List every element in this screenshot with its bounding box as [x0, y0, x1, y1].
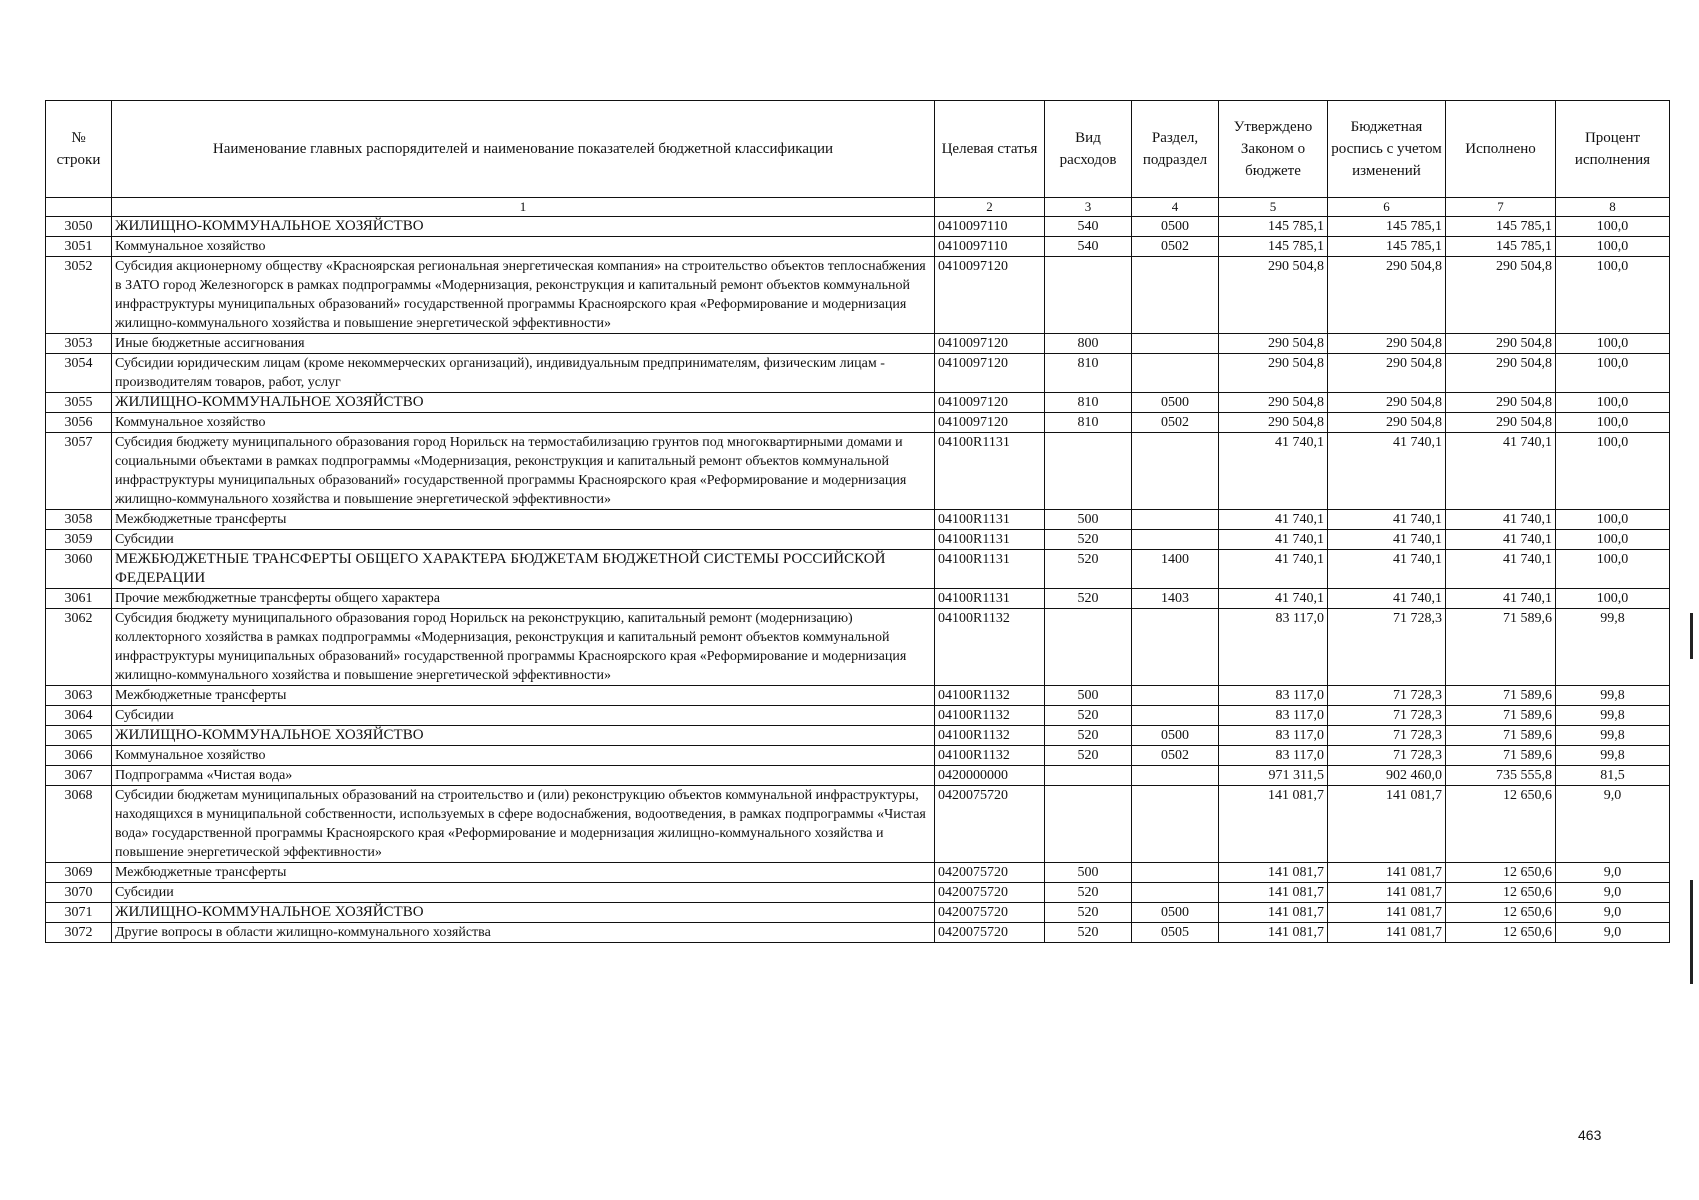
row-executed: 12 650,6 — [1446, 863, 1556, 883]
row-executed: 12 650,6 — [1446, 923, 1556, 943]
row-expense-type — [1045, 433, 1132, 510]
col-number: 3 — [1045, 198, 1132, 217]
row-name: Субсидии — [112, 883, 935, 903]
row-percent: 9,0 — [1556, 786, 1670, 863]
row-approved: 41 740,1 — [1219, 589, 1328, 609]
row-section — [1132, 510, 1219, 530]
row-number: 3069 — [46, 863, 112, 883]
row-target-article: 0420075720 — [935, 883, 1045, 903]
row-budget-plan: 71 728,3 — [1328, 746, 1446, 766]
row-number: 3053 — [46, 334, 112, 354]
row-budget-plan: 290 504,8 — [1328, 413, 1446, 433]
table-row — [46, 766, 1670, 786]
row-percent: 100,0 — [1556, 510, 1670, 530]
col-header-target-article: Целевая статья — [935, 101, 1045, 198]
col-number: 6 — [1328, 198, 1446, 217]
row-section — [1132, 433, 1219, 510]
row-number: 3072 — [46, 923, 112, 943]
row-approved: 41 740,1 — [1219, 433, 1328, 510]
row-executed: 12 650,6 — [1446, 903, 1556, 923]
row-number: 3068 — [46, 786, 112, 863]
row-executed: 71 589,6 — [1446, 609, 1556, 686]
row-expense-type: 520 — [1045, 550, 1132, 589]
col-number: 2 — [935, 198, 1045, 217]
row-target-article: 04100R1132 — [935, 686, 1045, 706]
row-approved: 290 504,8 — [1219, 334, 1328, 354]
row-approved: 83 117,0 — [1219, 746, 1328, 766]
row-percent: 99,8 — [1556, 686, 1670, 706]
row-budget-plan: 141 081,7 — [1328, 883, 1446, 903]
row-executed: 71 589,6 — [1446, 746, 1556, 766]
row-number: 3052 — [46, 257, 112, 334]
row-approved: 41 740,1 — [1219, 510, 1328, 530]
row-name: ЖИЛИЩНО-КОММУНАЛЬНОЕ ХОЗЯЙСТВО — [112, 726, 935, 746]
row-target-article: 04100R1132 — [935, 609, 1045, 686]
row-budget-plan: 290 504,8 — [1328, 257, 1446, 334]
row-approved: 41 740,1 — [1219, 550, 1328, 589]
row-approved: 41 740,1 — [1219, 530, 1328, 550]
row-target-article: 04100R1131 — [935, 433, 1045, 510]
row-approved: 83 117,0 — [1219, 609, 1328, 686]
row-budget-plan: 145 785,1 — [1328, 237, 1446, 257]
row-number: 3066 — [46, 746, 112, 766]
row-target-article: 04100R1132 — [935, 706, 1045, 726]
row-name: Субсидии юридическим лицам (кроме некоммерческих организаций), индивидуальным предпринимателям, физическим лицам - производителям товаров, работ, услуг — [112, 354, 935, 393]
row-number: 3051 — [46, 237, 112, 257]
table-row — [46, 413, 1670, 433]
row-budget-plan: 41 740,1 — [1328, 433, 1446, 510]
row-budget-plan: 41 740,1 — [1328, 589, 1446, 609]
row-percent: 100,0 — [1556, 257, 1670, 334]
row-number: 3055 — [46, 393, 112, 413]
row-target-article: 04100R1132 — [935, 746, 1045, 766]
row-target-article: 0420075720 — [935, 903, 1045, 923]
row-expense-type: 540 — [1045, 237, 1132, 257]
row-approved: 141 081,7 — [1219, 863, 1328, 883]
row-expense-type — [1045, 766, 1132, 786]
row-expense-type: 520 — [1045, 883, 1132, 903]
row-name: Субсидии — [112, 530, 935, 550]
row-name: ЖИЛИЩНО-КОММУНАЛЬНОЕ ХОЗЯЙСТВО — [112, 393, 935, 413]
row-executed: 290 504,8 — [1446, 413, 1556, 433]
budget-execution-table — [45, 100, 1670, 943]
row-executed: 71 589,6 — [1446, 686, 1556, 706]
row-budget-plan: 141 081,7 — [1328, 786, 1446, 863]
row-expense-type: 520 — [1045, 530, 1132, 550]
row-percent: 100,0 — [1556, 413, 1670, 433]
row-section — [1132, 354, 1219, 393]
row-approved: 141 081,7 — [1219, 903, 1328, 923]
row-budget-plan: 71 728,3 — [1328, 609, 1446, 686]
row-percent: 100,0 — [1556, 550, 1670, 589]
row-name: Субсидия акционерному обществу «Красноярская региональная энергетическая компания» на строительство объектов теплоснабжения в ЗАТО город Железногорск в рамках подпрограммы «Модернизация, реконструкция и капитальный ремонт объектов коммунальной инфраструктуры муниципальных образований» государственной программы Красноярского края «Реформирование и модернизация жилищно-коммунального хозяйства и повышение энергетической эффективности» — [112, 257, 935, 334]
table-row — [46, 530, 1670, 550]
col-number: 1 — [112, 198, 935, 217]
table-row — [46, 589, 1670, 609]
row-budget-plan: 290 504,8 — [1328, 334, 1446, 354]
col-header-expense-type: Вид расходов — [1045, 101, 1132, 198]
row-number: 3071 — [46, 903, 112, 923]
col-number: 8 — [1556, 198, 1670, 217]
row-section: 0502 — [1132, 413, 1219, 433]
row-approved: 290 504,8 — [1219, 257, 1328, 334]
row-approved: 141 081,7 — [1219, 786, 1328, 863]
row-number: 3070 — [46, 883, 112, 903]
column-number-row — [46, 198, 1670, 217]
table-row — [46, 609, 1670, 686]
row-expense-type — [1045, 609, 1132, 686]
table-row — [46, 237, 1670, 257]
table-row — [46, 217, 1670, 237]
row-approved: 141 081,7 — [1219, 923, 1328, 943]
row-target-article: 04100R1131 — [935, 510, 1045, 530]
row-expense-type: 520 — [1045, 589, 1132, 609]
scan-edge-mark — [1690, 613, 1693, 659]
row-percent: 9,0 — [1556, 903, 1670, 923]
col-header-percent: Процент исполнения — [1556, 101, 1670, 198]
row-expense-type: 500 — [1045, 510, 1132, 530]
table-row — [46, 354, 1670, 393]
row-expense-type: 810 — [1045, 393, 1132, 413]
row-executed: 71 589,6 — [1446, 726, 1556, 746]
row-section — [1132, 706, 1219, 726]
row-target-article: 04100R1131 — [935, 550, 1045, 589]
col-header-approved: Утверждено Законом о бюджете — [1219, 101, 1328, 198]
row-expense-type: 500 — [1045, 686, 1132, 706]
table-row — [46, 923, 1670, 943]
row-section: 0500 — [1132, 726, 1219, 746]
row-target-article: 0410097120 — [935, 354, 1045, 393]
row-number: 3060 — [46, 550, 112, 589]
row-name: Субсидии — [112, 706, 935, 726]
row-target-article: 0420075720 — [935, 786, 1045, 863]
row-percent: 100,0 — [1556, 237, 1670, 257]
row-section: 1400 — [1132, 550, 1219, 589]
row-percent: 9,0 — [1556, 923, 1670, 943]
row-expense-type: 810 — [1045, 354, 1132, 393]
row-name: Субсидия бюджету муниципального образования город Норильск на реконструкцию, капитальный ремонт (модернизацию) коллекторного хозяйства в рамках подпрограммы «Модернизация, реконструкция и капитальный ремонт объектов коммунальной инфраструктуры муниципальных образований» государственной программы Красноярского края «Реформирование и модернизация жилищно-коммунального хозяйства и повышение энергетической эффективности» — [112, 609, 935, 686]
row-number: 3057 — [46, 433, 112, 510]
table-row — [46, 863, 1670, 883]
row-name: МЕЖБЮДЖЕТНЫЕ ТРАНСФЕРТЫ ОБЩЕГО ХАРАКТЕРА БЮДЖЕТАМ БЮДЖЕТНОЙ СИСТЕМЫ РОССИЙСКОЙ ФЕДЕРАЦИИ — [112, 550, 935, 589]
col-header-name: Наименование главных распорядителей и наименование показателей бюджетной классификации — [112, 101, 935, 198]
col-header-executed: Исполнено — [1446, 101, 1556, 198]
row-section — [1132, 334, 1219, 354]
row-number: 3064 — [46, 706, 112, 726]
row-name: Коммунальное хозяйство — [112, 746, 935, 766]
row-section: 1403 — [1132, 589, 1219, 609]
row-executed: 12 650,6 — [1446, 883, 1556, 903]
row-number: 3050 — [46, 217, 112, 237]
row-expense-type: 520 — [1045, 923, 1132, 943]
row-expense-type: 520 — [1045, 746, 1132, 766]
col-number — [46, 198, 112, 217]
row-percent: 9,0 — [1556, 863, 1670, 883]
row-budget-plan: 141 081,7 — [1328, 903, 1446, 923]
row-approved: 141 081,7 — [1219, 883, 1328, 903]
row-section: 0500 — [1132, 217, 1219, 237]
row-expense-type: 520 — [1045, 726, 1132, 746]
row-number: 3056 — [46, 413, 112, 433]
row-target-article: 04100R1131 — [935, 589, 1045, 609]
row-percent: 100,0 — [1556, 354, 1670, 393]
row-section — [1132, 686, 1219, 706]
row-name: ЖИЛИЩНО-КОММУНАЛЬНОЕ ХОЗЯЙСТВО — [112, 903, 935, 923]
row-executed: 290 504,8 — [1446, 334, 1556, 354]
table-row — [46, 686, 1670, 706]
row-section — [1132, 766, 1219, 786]
row-name: Коммунальное хозяйство — [112, 237, 935, 257]
row-section — [1132, 863, 1219, 883]
table-row — [46, 257, 1670, 334]
row-name: Другие вопросы в области жилищно-коммунального хозяйства — [112, 923, 935, 943]
row-approved: 290 504,8 — [1219, 354, 1328, 393]
row-target-article: 0410097120 — [935, 413, 1045, 433]
row-budget-plan: 290 504,8 — [1328, 354, 1446, 393]
row-target-article: 0420075720 — [935, 923, 1045, 943]
row-budget-plan: 141 081,7 — [1328, 863, 1446, 883]
col-header-budget-plan: Бюджетная роспись с учетом изменений — [1328, 101, 1446, 198]
row-percent: 100,0 — [1556, 217, 1670, 237]
table-header-row — [46, 101, 1670, 198]
row-target-article: 0410097120 — [935, 393, 1045, 413]
page-number: 463 — [1578, 1127, 1602, 1143]
table-row — [46, 786, 1670, 863]
row-name: Иные бюджетные ассигнования — [112, 334, 935, 354]
col-header-row-number: № строки — [46, 101, 112, 198]
row-percent: 99,8 — [1556, 609, 1670, 686]
row-executed: 290 504,8 — [1446, 257, 1556, 334]
row-executed: 41 740,1 — [1446, 433, 1556, 510]
row-percent: 100,0 — [1556, 589, 1670, 609]
row-percent: 99,8 — [1556, 746, 1670, 766]
row-percent: 9,0 — [1556, 883, 1670, 903]
row-section: 0502 — [1132, 746, 1219, 766]
row-percent: 100,0 — [1556, 334, 1670, 354]
row-expense-type — [1045, 257, 1132, 334]
table-row — [46, 334, 1670, 354]
row-section — [1132, 530, 1219, 550]
row-number: 3058 — [46, 510, 112, 530]
row-executed: 41 740,1 — [1446, 589, 1556, 609]
row-section — [1132, 257, 1219, 334]
row-approved: 145 785,1 — [1219, 217, 1328, 237]
table-row — [46, 746, 1670, 766]
row-executed: 41 740,1 — [1446, 510, 1556, 530]
row-name: Субсидии бюджетам муниципальных образований на строительство и (или) реконструкцию объектов коммунальной инфраструктуры, находящихся в муниципальной собственности, используемых в сфере водоснабжения, водоотведения, в рамках подпрограммы «Чистая вода» государственной программы Красноярского края «Реформирование и модернизация жилищно-коммунального хозяйства и повышение энергетической эффективности» — [112, 786, 935, 863]
table-row — [46, 883, 1670, 903]
row-budget-plan: 141 081,7 — [1328, 923, 1446, 943]
table-row — [46, 433, 1670, 510]
row-expense-type: 500 — [1045, 863, 1132, 883]
row-target-article: 0420075720 — [935, 863, 1045, 883]
row-target-article: 0410097110 — [935, 237, 1045, 257]
row-percent: 81,5 — [1556, 766, 1670, 786]
row-name: Коммунальное хозяйство — [112, 413, 935, 433]
row-executed: 735 555,8 — [1446, 766, 1556, 786]
row-target-article: 04100R1131 — [935, 530, 1045, 550]
row-budget-plan: 290 504,8 — [1328, 393, 1446, 413]
row-expense-type: 520 — [1045, 706, 1132, 726]
row-section: 0505 — [1132, 923, 1219, 943]
row-approved: 83 117,0 — [1219, 686, 1328, 706]
row-target-article: 0410097120 — [935, 257, 1045, 334]
row-name: ЖИЛИЩНО-КОММУНАЛЬНОЕ ХОЗЯЙСТВО — [112, 217, 935, 237]
row-number: 3054 — [46, 354, 112, 393]
row-number: 3067 — [46, 766, 112, 786]
row-budget-plan: 41 740,1 — [1328, 530, 1446, 550]
scan-edge-mark — [1690, 880, 1693, 984]
row-name: Межбюджетные трансферты — [112, 686, 935, 706]
row-budget-plan: 41 740,1 — [1328, 550, 1446, 589]
row-section: 0500 — [1132, 903, 1219, 923]
row-target-article: 04100R1132 — [935, 726, 1045, 746]
row-expense-type: 800 — [1045, 334, 1132, 354]
row-executed: 41 740,1 — [1446, 530, 1556, 550]
row-target-article: 0410097120 — [935, 334, 1045, 354]
row-section — [1132, 786, 1219, 863]
row-target-article: 0420000000 — [935, 766, 1045, 786]
row-budget-plan: 902 460,0 — [1328, 766, 1446, 786]
table-row — [46, 510, 1670, 530]
row-name: Подпрограмма «Чистая вода» — [112, 766, 935, 786]
row-budget-plan: 71 728,3 — [1328, 726, 1446, 746]
row-approved: 83 117,0 — [1219, 726, 1328, 746]
row-budget-plan: 71 728,3 — [1328, 686, 1446, 706]
row-expense-type: 540 — [1045, 217, 1132, 237]
row-number: 3063 — [46, 686, 112, 706]
row-section — [1132, 609, 1219, 686]
row-percent: 100,0 — [1556, 393, 1670, 413]
row-approved: 83 117,0 — [1219, 706, 1328, 726]
row-name: Межбюджетные трансферты — [112, 510, 935, 530]
col-header-section: Раздел, подраздел — [1132, 101, 1219, 198]
table-row — [46, 550, 1670, 589]
table-row — [46, 393, 1670, 413]
row-section: 0502 — [1132, 237, 1219, 257]
col-number: 4 — [1132, 198, 1219, 217]
row-percent: 100,0 — [1556, 433, 1670, 510]
budget-sheet — [45, 100, 1669, 943]
row-expense-type — [1045, 786, 1132, 863]
row-executed: 41 740,1 — [1446, 550, 1556, 589]
row-expense-type: 810 — [1045, 413, 1132, 433]
row-target-article: 0410097110 — [935, 217, 1045, 237]
row-number: 3059 — [46, 530, 112, 550]
row-executed: 290 504,8 — [1446, 354, 1556, 393]
row-percent: 100,0 — [1556, 530, 1670, 550]
row-number: 3065 — [46, 726, 112, 746]
row-approved: 290 504,8 — [1219, 393, 1328, 413]
table-body — [46, 217, 1670, 943]
row-budget-plan: 145 785,1 — [1328, 217, 1446, 237]
row-expense-type: 520 — [1045, 903, 1132, 923]
row-percent: 99,8 — [1556, 706, 1670, 726]
table-row — [46, 903, 1670, 923]
row-section: 0500 — [1132, 393, 1219, 413]
row-executed: 145 785,1 — [1446, 217, 1556, 237]
col-number: 7 — [1446, 198, 1556, 217]
row-section — [1132, 883, 1219, 903]
row-percent: 99,8 — [1556, 726, 1670, 746]
row-number: 3061 — [46, 589, 112, 609]
row-executed: 12 650,6 — [1446, 786, 1556, 863]
row-approved: 290 504,8 — [1219, 413, 1328, 433]
row-approved: 145 785,1 — [1219, 237, 1328, 257]
row-number: 3062 — [46, 609, 112, 686]
row-budget-plan: 71 728,3 — [1328, 706, 1446, 726]
col-number: 5 — [1219, 198, 1328, 217]
row-executed: 145 785,1 — [1446, 237, 1556, 257]
row-approved: 971 311,5 — [1219, 766, 1328, 786]
row-name: Субсидия бюджету муниципального образования город Норильск на термостабилизацию грунтов под многоквартирными домами и социальными объектами в рамках подпрограммы «Модернизация, реконструкция и капитальный ремонт объектов коммунальной инфраструктуры муниципальных образований» государственной программы Красноярского края «Реформирование и модернизация жилищно-коммунального хозяйства и повышение энергетической эффективности» — [112, 433, 935, 510]
row-executed: 290 504,8 — [1446, 393, 1556, 413]
row-executed: 71 589,6 — [1446, 706, 1556, 726]
table-row — [46, 726, 1670, 746]
row-name: Прочие межбюджетные трансферты общего характера — [112, 589, 935, 609]
row-name: Межбюджетные трансферты — [112, 863, 935, 883]
table-row — [46, 706, 1670, 726]
row-budget-plan: 41 740,1 — [1328, 510, 1446, 530]
